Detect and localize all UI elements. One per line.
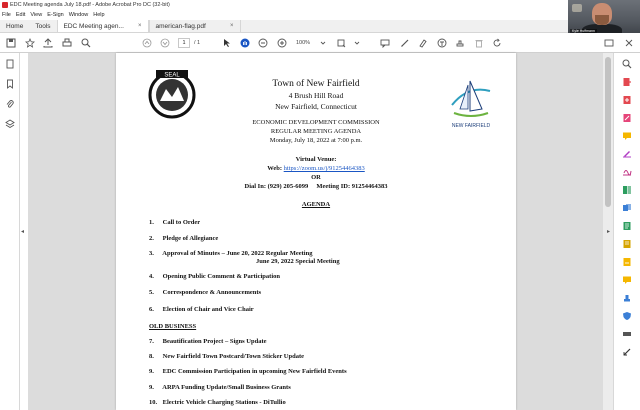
combine-files-icon[interactable] [622, 203, 632, 213]
edit-pdf-icon[interactable] [622, 113, 632, 123]
create-pdf-icon[interactable] [622, 95, 632, 105]
window-title: EDC Meeting agenda July 18.pdf - Adobe Acrobat Pro DC (32-bit) [10, 2, 170, 8]
fill-sign-icon[interactable] [622, 149, 632, 159]
fill-form-icon[interactable] [622, 257, 632, 267]
add-text-icon[interactable] [437, 38, 447, 48]
tab-document-edc[interactable] [57, 20, 149, 32]
agenda-item: 4. Opening Public Comment & Participation [149, 273, 280, 280]
zoom-in-icon[interactable] [277, 38, 287, 48]
redact-icon[interactable] [622, 329, 632, 339]
bookmarks-icon[interactable] [5, 79, 15, 89]
comment-tool-icon[interactable] [622, 131, 632, 141]
export-pdf-icon[interactable] [622, 77, 632, 87]
agenda-item: 2. Pledge of Allegiance [149, 235, 219, 242]
tab-document-flag-label: american-flag.pdf [155, 22, 206, 30]
webcam-overlay [568, 0, 640, 37]
tab-document-edc-label: EDC Meeting agen... [63, 22, 124, 30]
right-tools-panel [613, 53, 640, 410]
print-icon[interactable] [62, 38, 72, 48]
agenda-heading: AGENDA [301, 201, 331, 208]
review-icon[interactable] [622, 275, 632, 285]
commission-name: ECONOMIC DEVELOPMENT COMMISSION [252, 119, 380, 126]
trash-icon[interactable] [474, 38, 484, 48]
pen-draw-icon[interactable] [400, 38, 410, 48]
scan-ocr-icon[interactable] [622, 221, 632, 231]
close-icon[interactable]: × [230, 23, 234, 29]
close-icon[interactable]: × [138, 23, 142, 29]
send-signature-icon[interactable] [622, 167, 632, 177]
pdf-page[interactable] [116, 53, 516, 410]
tab-document-flag[interactable] [149, 20, 241, 32]
find-search-icon[interactable] [81, 38, 91, 48]
web-label: Web: [267, 165, 283, 172]
collapse-right-panel-icon[interactable]: ▸ [607, 229, 611, 235]
next-page-icon[interactable] [160, 38, 170, 48]
window-titlebar [0, 0, 568, 10]
main-toolbar [0, 33, 640, 53]
tab-home[interactable]: Home [6, 22, 24, 30]
menu-view[interactable]: View [30, 12, 43, 18]
menu-file[interactable]: File [2, 12, 11, 18]
prepare-form-icon[interactable] [622, 239, 632, 249]
bookmark-star-icon[interactable] [25, 38, 35, 48]
search-tools-icon[interactable] [622, 59, 632, 69]
hand-tool-icon[interactable] [240, 38, 250, 48]
close-document-icon[interactable] [624, 38, 634, 48]
dial-in-line: Dial In: (929) 205-6099 Meeting ID: 91254464383 [244, 183, 388, 190]
menu-window[interactable]: Window [68, 12, 89, 18]
address-line-2: New Fairfield, Connecticut [275, 102, 357, 111]
menu-bar [0, 10, 568, 20]
fit-page-icon[interactable] [336, 38, 346, 48]
venue-label: Virtual Venue: [295, 156, 337, 163]
agenda-item-continuation: June 29, 2022 Special Meeting [256, 258, 340, 265]
page-thumbnails-icon[interactable] [5, 59, 15, 69]
agenda-item: 7. Beautification Project – Signs Update [149, 338, 267, 345]
select-cursor-icon[interactable] [222, 38, 232, 48]
scrollbar-thumb[interactable] [605, 57, 611, 207]
scroll-mode-icon[interactable] [352, 38, 362, 48]
webcam-window-light [572, 4, 582, 12]
menu-edit[interactable]: Edit [15, 12, 26, 18]
web-line [116, 165, 516, 172]
agenda-item: 6. Election of Chair and Vice Chair [149, 306, 254, 313]
agenda-item: 3. Approval of Minutes – June 20, 2022 Regular Meeting [149, 250, 313, 257]
agenda-item: 9. ARPA Funding Update/Small Business Grants [149, 384, 291, 391]
old-business-heading: OLD BUSINESS [149, 323, 197, 330]
agenda-item: 8. New Fairfield Town Postcard/Town Sticker Update [149, 353, 305, 360]
webcam-person-beard [595, 15, 609, 25]
zoom-meeting-link[interactable]: https://zoom.us/j/91254464383 [283, 165, 365, 172]
agenda-item: 9. EDC Commission Participation in upcoming New Fairfield Events [149, 368, 347, 375]
collapse-left-panel-icon[interactable]: ◂ [21, 229, 25, 235]
meeting-date: Monday, July 18, 2022 at 7:00 p.m. [269, 137, 363, 144]
left-nav-panel [0, 53, 20, 410]
meeting-type: REGULAR MEETING AGENDA [270, 128, 362, 135]
menu-help[interactable]: Help [93, 12, 105, 18]
comment-icon[interactable] [380, 38, 390, 48]
zoom-out-icon[interactable] [258, 38, 268, 48]
chevron-down-icon[interactable] [318, 38, 328, 48]
highlight-icon[interactable] [418, 38, 428, 48]
logo-text: NEW FAIRFIELD [451, 123, 491, 129]
previous-page-icon[interactable] [142, 38, 152, 48]
page-number-input[interactable]: 1 [178, 38, 190, 48]
measure-icon[interactable] [622, 347, 632, 357]
menu-esign[interactable]: E-Sign [47, 12, 64, 18]
agenda-item: 5. Correspondence & Announcements [149, 289, 262, 296]
zoom-level-select[interactable]: 100% [296, 40, 311, 46]
stamp-tool-icon[interactable] [622, 293, 632, 303]
protect-icon[interactable] [622, 311, 632, 321]
rotate-icon[interactable] [492, 38, 502, 48]
town-name: Town of New Fairfield [272, 79, 360, 89]
stamp-icon[interactable] [455, 38, 465, 48]
agenda-item: 1. Call to Order [149, 219, 201, 226]
layers-icon[interactable] [5, 119, 15, 129]
address-line-1: 4 Brush Hill Road [288, 91, 344, 100]
attachments-icon[interactable] [5, 99, 15, 109]
webcam-name-label: Kyle Huffmann [572, 29, 595, 33]
seal-text: SEAL [164, 72, 180, 79]
sign-in-icon[interactable] [604, 38, 614, 48]
agenda-item: 10. Electric Vehicle Charging Stations - DiTullio [149, 399, 286, 406]
tab-tools[interactable]: Tools [35, 22, 51, 30]
or-separator: OR [311, 174, 321, 181]
save-icon[interactable] [6, 38, 16, 48]
upload-icon[interactable] [43, 38, 53, 48]
page-total: / 1 [194, 40, 201, 46]
tab-bar [0, 20, 568, 33]
acrobat-app-icon [2, 2, 8, 8]
organize-pages-icon[interactable] [622, 185, 632, 195]
